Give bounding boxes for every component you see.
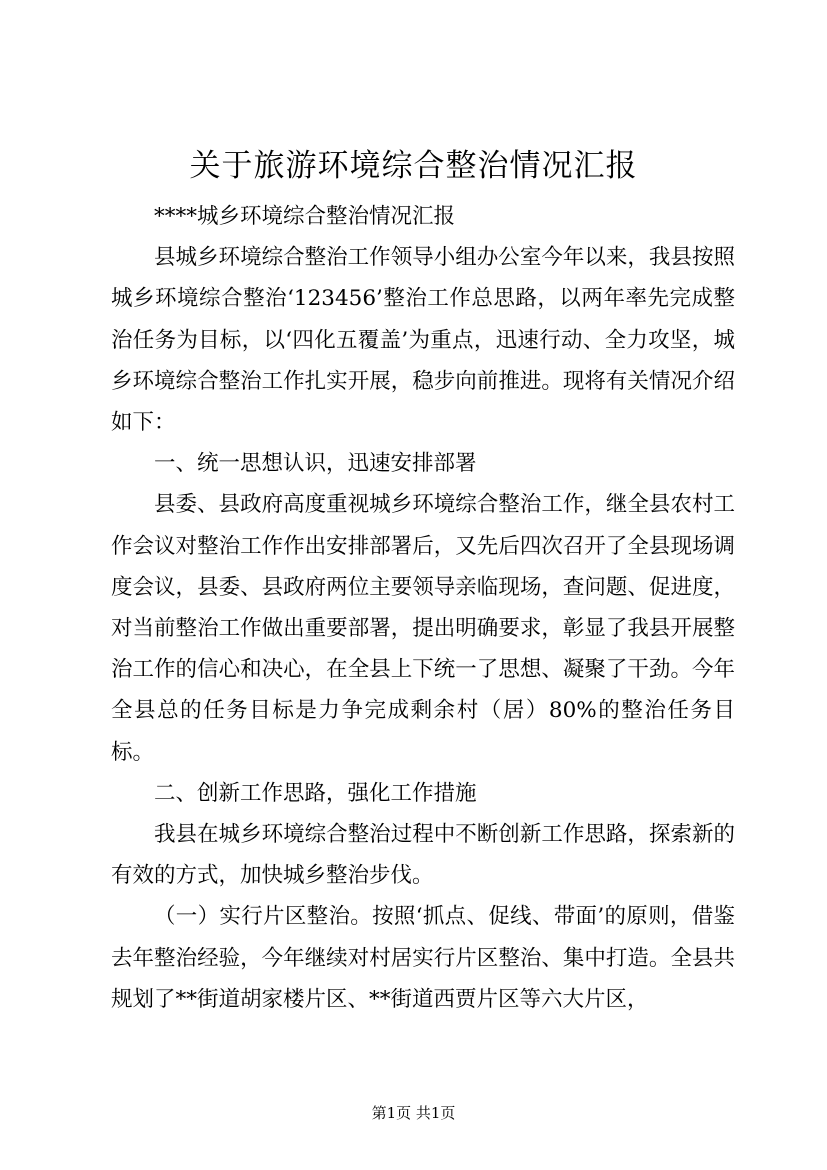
document-title: 关于旅游环境综合整治情况汇报 bbox=[189, 148, 638, 184]
section-heading-1: 一、统一思想认识，迅速安排部署 bbox=[154, 451, 477, 477]
page-footer: 第1页 共1页 bbox=[371, 1104, 456, 1122]
paragraph-subtitle: ****城乡环境综合整治情况汇报 bbox=[154, 204, 456, 229]
section-heading-2: 二、创新工作思路，强化工作措施 bbox=[154, 780, 477, 806]
document-body bbox=[111, 196, 735, 1020]
paragraph-section-2: 我县在城乡环境综合整治过程中不断创新工作思路，探索新的有效的方式，加快城乡整治步伐。 bbox=[111, 822, 735, 889]
paragraph-section-1: 县委、县政府高度重视城乡环境综合整治工作，继全县农村工作会议对整治工作作出安排部署后，又先后四次召开了全县现场调度会议，县委、县政府两位主要领导亲临现场，查问题、促进度，对当前整治工作做出重要部署，提出明确要求，彰显了我县开展整治工作的信心和决心，在全县上下统一了思想、凝聚了干劲。今年全县总的任务目标是力争完成剩余村（居）80%的整治任务目标。 bbox=[111, 492, 735, 765]
paragraph-intro: 县城乡环境综合整治工作领导小组办公室今年以来，我县按照城乡环境综合整治‘123456’整治工作总思路，以两年率先完成整治任务为目标，以‘四化五覆盖’为重点，迅速行动、全力攻坚，城乡环境综合整治工作扎实开展，稳步向前推进。现将有关情况介绍如下： bbox=[111, 245, 735, 436]
paragraph-subsection-1: （一）实行片区整治。按照‘抓点、促线、带面’的原则，借鉴去年整治经验，今年继续对村居实行片区整治、集中打造。全县共规划了**街道胡家楼片区、**街道西贾片区等六大片区， bbox=[111, 904, 735, 1012]
